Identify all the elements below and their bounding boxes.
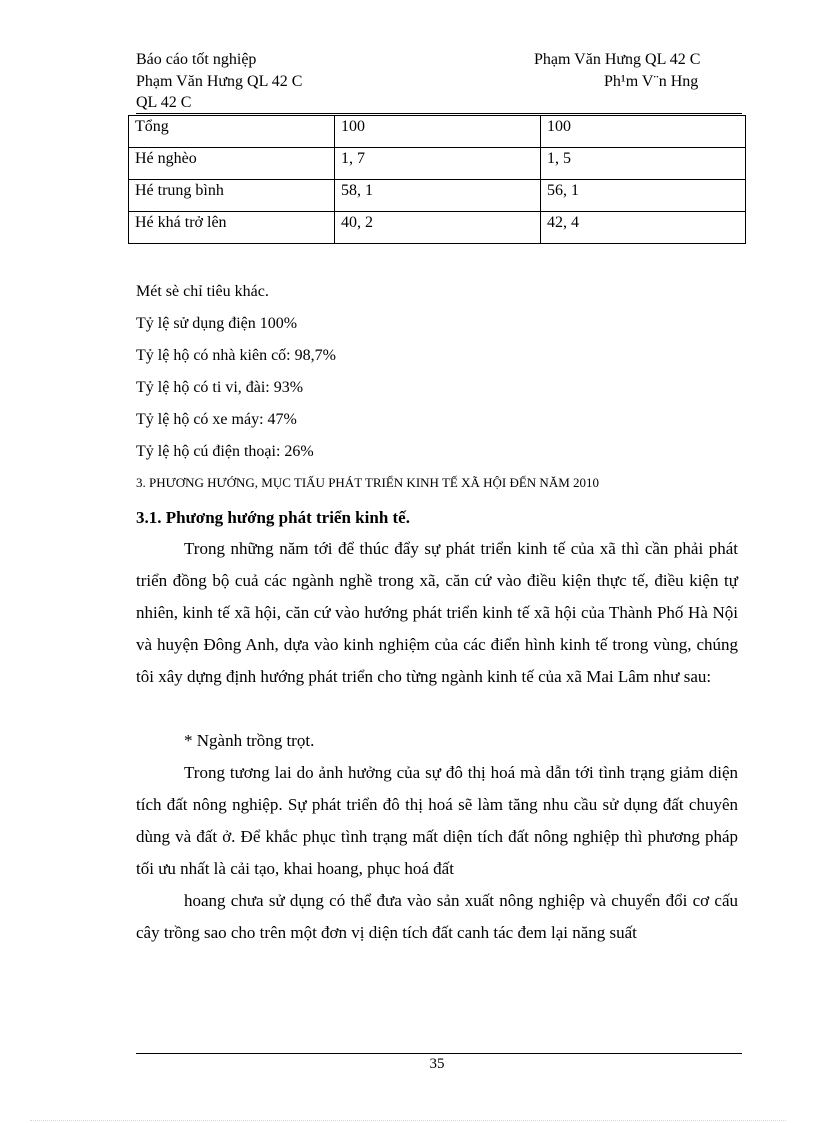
header-author-garbled: Ph¹m V¨n Hng (604, 73, 699, 90)
table-cell: 58, 1 (335, 180, 541, 212)
table-cell: Tổng (129, 116, 335, 148)
footer-rule (136, 1053, 742, 1054)
table-cell: Hé nghèo (129, 148, 335, 180)
table-cell: 100 (335, 116, 541, 148)
table-cell: 56, 1 (541, 180, 746, 212)
subsection-heading: 3.1. Phương hướng phát triển kinh tế. (136, 508, 410, 527)
indicator-item: Tỷ lệ hộ có xe máy: 47% (136, 411, 297, 428)
table-cell: 42, 4 (541, 212, 746, 244)
page-edge (30, 1120, 786, 1121)
header-class-code: QL 42 C (136, 94, 192, 111)
paragraph: Trong tương lai do ảnh hưởng của sự đô thị hoá mà dẫn tới tình trạng giảm diện tích đất nông nghiệp. Sự phát triển đô thị hoá sẽ làm tăng nhu cầu sử dụng đất chuyên dùng và đất ở. Để khắc phục tình trạng mất diện tích đất nông nghiệp thì phương pháp tối ưu nhất là cải tạo, khai hoang, phục hoá đất (136, 763, 738, 878)
list-item: * Ngành trồng trọt. (184, 731, 315, 750)
table-cell: 100 (541, 116, 746, 148)
paragraph: hoang chưa sử dụng có thể đưa vào sản xuất nông nghiệp và chuyển đổi cơ cấu cây trồng sao cho trên một đơn vị diện tích đất canh tác đem lại năng suất (136, 891, 738, 942)
household-table (128, 115, 746, 244)
indicator-item: Tỷ lệ sử dụng điện 100% (136, 315, 298, 332)
table-row (129, 180, 746, 212)
table-row (129, 148, 746, 180)
header-author: Phạm Văn Hưng QL 42 C (534, 51, 701, 68)
header-author-left: Phạm Văn Hưng QL 42 C (136, 73, 303, 90)
indicators-intro: Mét sè chỉ tiêu khác. (136, 283, 269, 300)
indicator-item: Tỷ lệ hộ có nhà kiên cố: 98,7% (136, 347, 336, 364)
table-row (129, 212, 746, 244)
indicator-item: Tỷ lệ hộ cú điện thoại: 26% (136, 443, 314, 460)
page-number: 35 (429, 1056, 445, 1072)
table-cell: Hé khá trở lên (129, 212, 335, 244)
table-cell: Hé trung bình (129, 180, 335, 212)
header-report-title: Báo cáo tốt nghiệp (136, 51, 257, 68)
indicator-item: Tỷ lệ hộ có ti vi, đài: 93% (136, 379, 304, 396)
section-heading: 3. PHƯƠNG HƯỚNG, MỤC TIẤU PHÁT TRIỂN KINH TẾ XÃ HỘI ĐẾN NĂM 2010 (136, 475, 600, 490)
table-cell: 1, 7 (335, 148, 541, 180)
table-cell: 40, 2 (335, 212, 541, 244)
header-rule (136, 113, 742, 114)
paragraph: Trong những năm tới để thúc đẩy sự phát triển kinh tế của xã thì cần phải phát triển đồng bộ cuả các ngành nghề trong xã, căn cứ vào điều kiện thực tế, điều kiện tự nhiên, kinh tế xã hội, căn cứ vào hướng phát triển kinh tế xã hội của Thành Phố Hà Nội và huyện Đông Anh, dựa vào kinh nghiệm của các điển hình kinh tế trong vùng, chúng tôi xây dựng định hướng phát triển cho từng ngành kinh tế của xã Mai Lâm như sau: (136, 539, 738, 686)
table-row (129, 116, 746, 148)
table-cell: 1, 5 (541, 148, 746, 180)
